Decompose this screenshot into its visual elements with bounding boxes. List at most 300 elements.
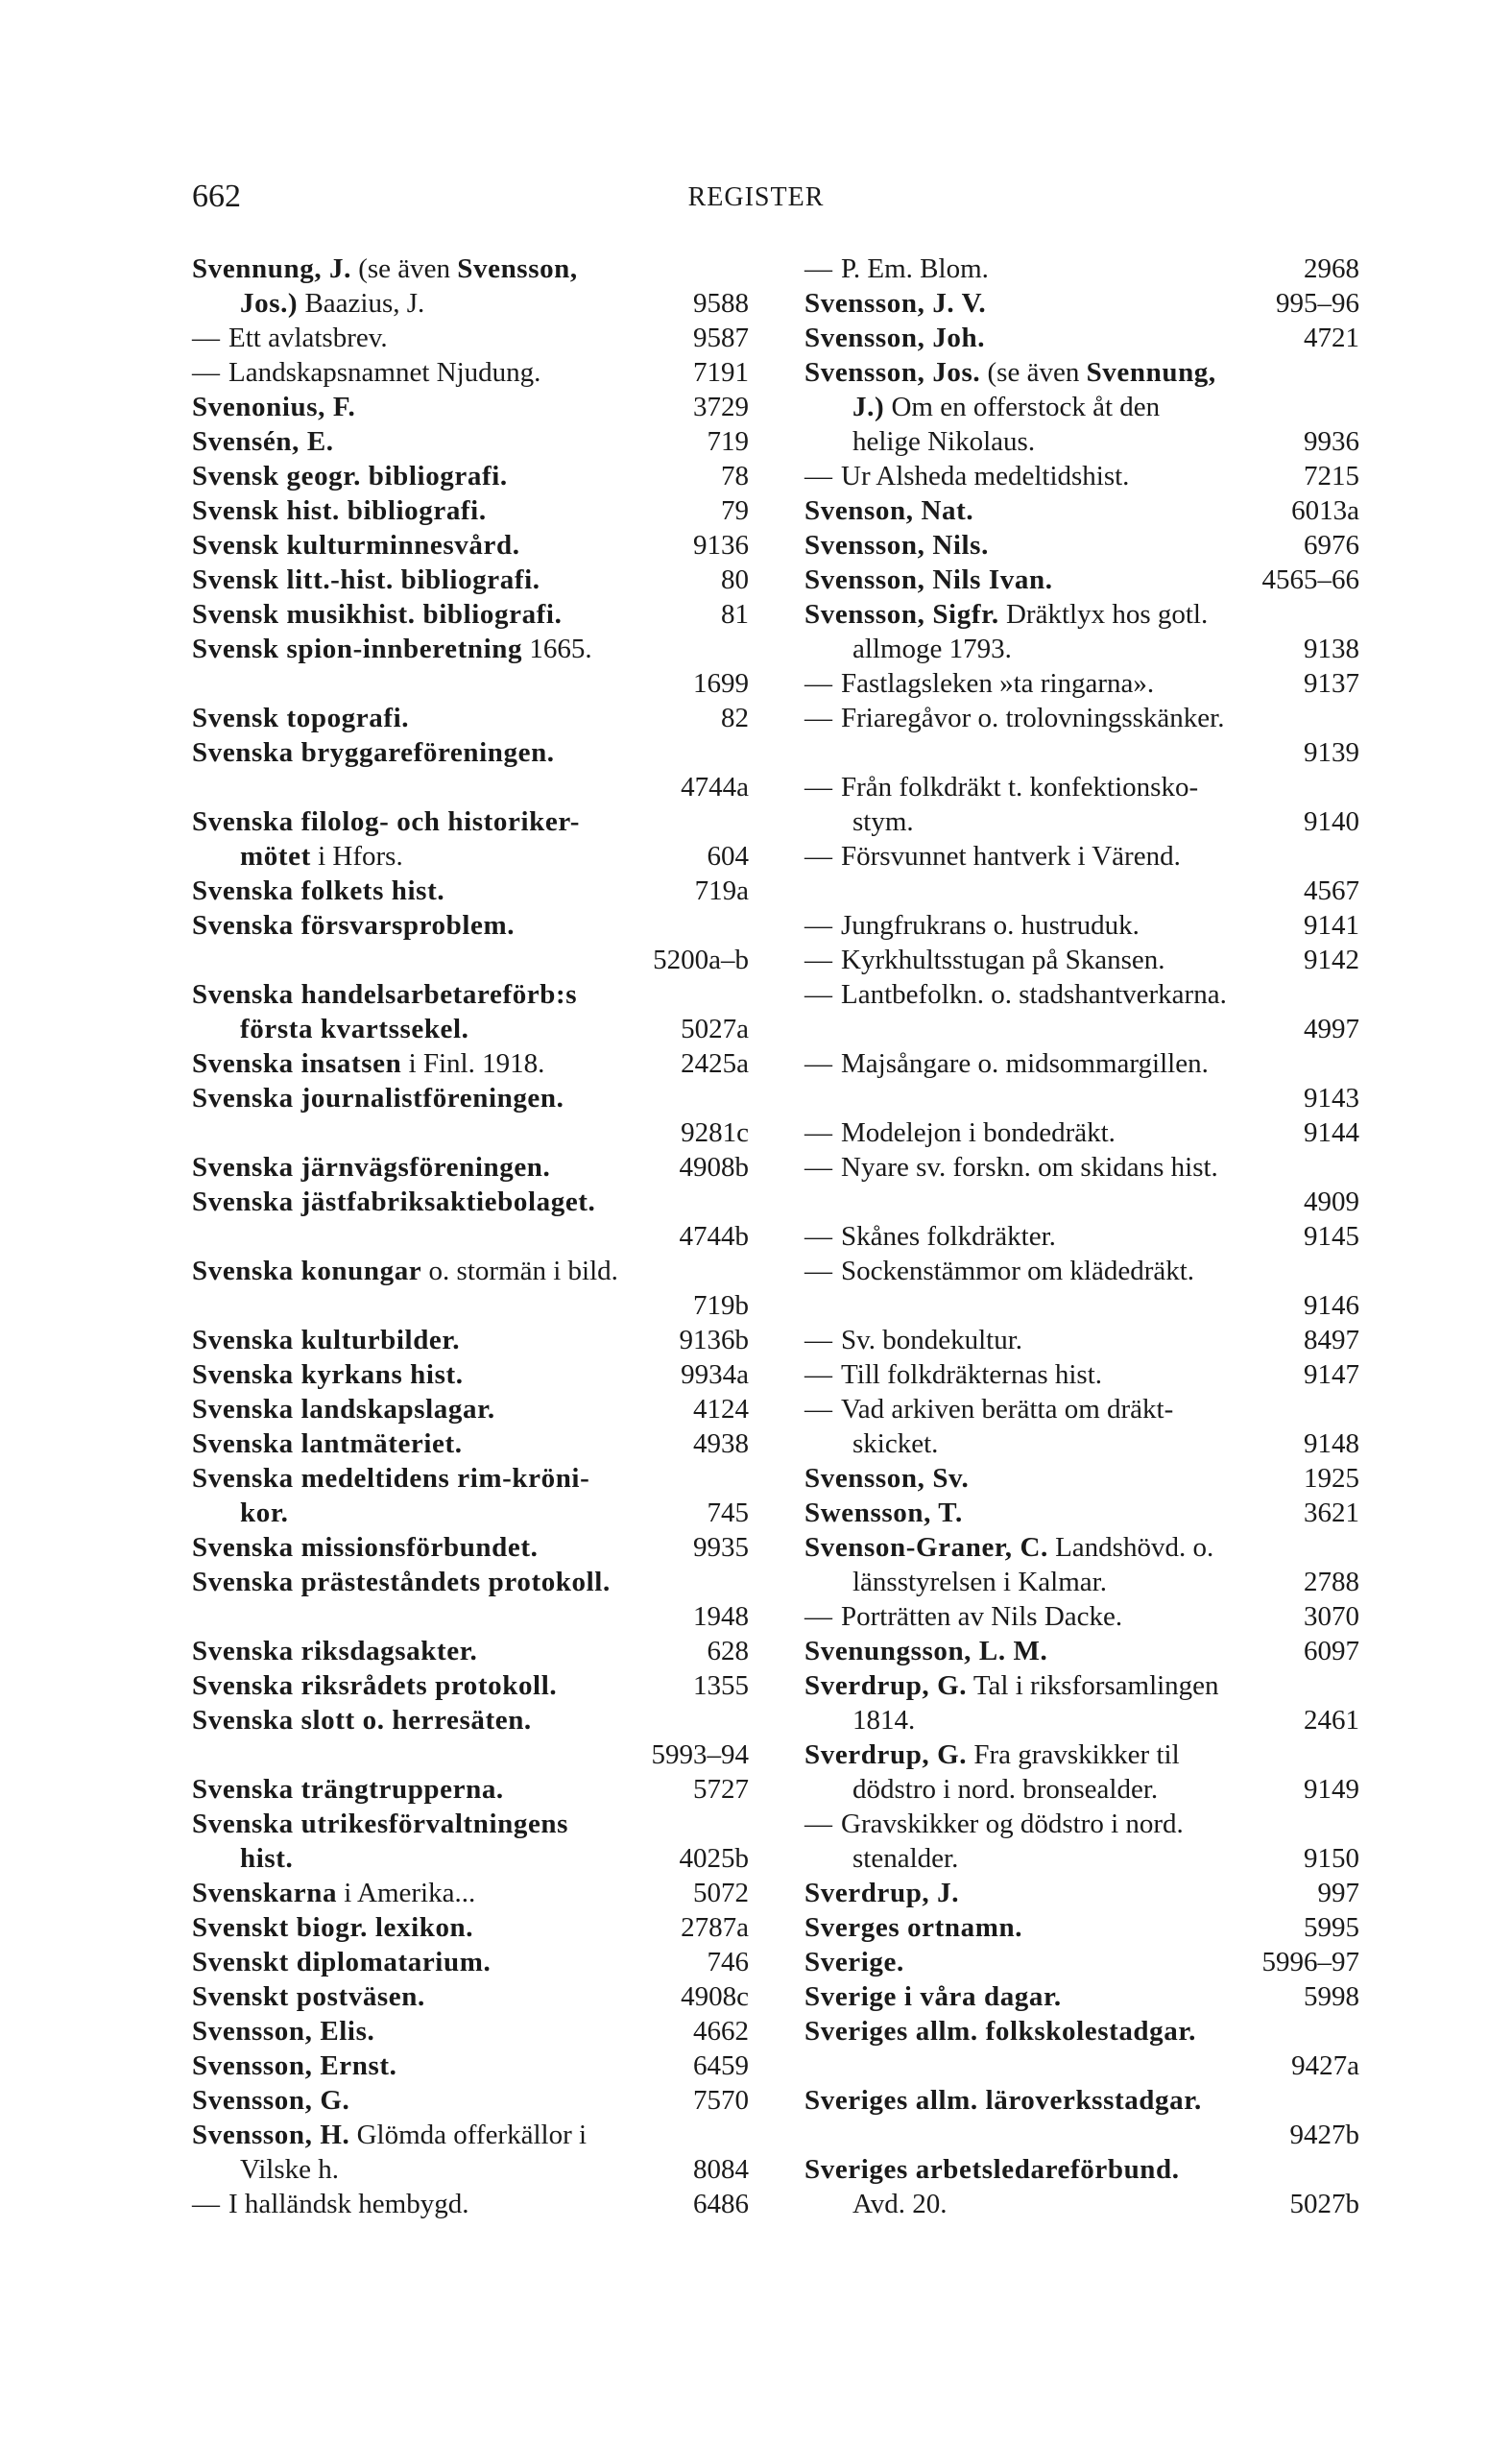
- index-entry: [804, 2187, 1359, 2221]
- index-entry: [804, 804, 1359, 839]
- entry-number: 5027a: [681, 1014, 749, 1044]
- entry-heading: Svenskt postväsen.: [192, 1981, 425, 2012]
- index-entry: [192, 874, 749, 908]
- entry-title: Majsångare o. midsommargillen.: [841, 1048, 1209, 1079]
- entry-text: [192, 493, 487, 528]
- entry-heading: Svenskarna: [192, 1878, 338, 1908]
- index-entry: [192, 943, 749, 977]
- entry-title: Skånes folkdräkter.: [841, 1221, 1056, 1252]
- entry-number: 9588: [693, 288, 749, 319]
- entry-number: 719: [707, 426, 749, 457]
- index-entry: [804, 1876, 1359, 1910]
- entry-text: [804, 1668, 1219, 1703]
- entry-text: [804, 1634, 1047, 1668]
- entry-heading: Svensk topografi.: [192, 703, 410, 733]
- entry-text: [192, 632, 592, 666]
- entry-text: [192, 977, 577, 1012]
- index-entry: [192, 1219, 749, 1254]
- index-entry: [804, 1807, 1359, 1841]
- entry-text: [192, 1081, 564, 1115]
- entry-heading: Svenska riksdagsakter.: [192, 1636, 478, 1666]
- entry-text: [192, 563, 540, 597]
- index-entry: [804, 1288, 1359, 1323]
- index-entry: [804, 1841, 1359, 1876]
- entry-number: 9150: [1304, 1843, 1359, 1874]
- index-entry: [192, 839, 749, 874]
- entry-title: P. Em. Blom.: [841, 253, 989, 284]
- entry-number: 81: [721, 599, 749, 630]
- index-entry: [192, 1565, 749, 1599]
- entry-heading: Svensson, H.: [192, 2120, 350, 2150]
- entry-text: [192, 321, 388, 355]
- entry-title: Avd. 20.: [852, 2189, 948, 2219]
- index-entry: [804, 666, 1359, 701]
- entry-number: 6013a: [1291, 495, 1359, 526]
- index-entry: [804, 424, 1359, 459]
- entry-number: 9139: [1304, 737, 1359, 768]
- entry-text: [192, 1772, 504, 1807]
- entry-heading: Svenska järnvägsföreningen.: [192, 1152, 551, 1183]
- index-entry: [192, 528, 749, 563]
- entry-heading: Svenska konungar: [192, 1256, 422, 1286]
- index-entry: [192, 321, 749, 355]
- index-entry: [192, 977, 749, 1012]
- entry-number: 4567: [1304, 875, 1359, 906]
- entry-number: 4908b: [679, 1152, 749, 1183]
- entry-heading: Svenska kyrkans hist.: [192, 1359, 464, 1390]
- index-entry: [804, 770, 1359, 804]
- entry-heading: Sveriges arbetsledareförbund.: [804, 2154, 1180, 2185]
- index-entry: [804, 1046, 1359, 1081]
- entry-number: 9934a: [681, 1359, 749, 1390]
- entry-title: (se även: [980, 357, 1087, 388]
- ditto-dash: —: [804, 703, 832, 733]
- entry-number: 4744a: [681, 772, 749, 803]
- entry-number: 4565–66: [1261, 564, 1359, 595]
- index-entry: [192, 2118, 749, 2152]
- entry-heading: Sverdrup, G.: [804, 1670, 968, 1701]
- index-entry: [192, 597, 749, 632]
- entry-title: Baazius, J.: [298, 288, 425, 319]
- entry-text: [240, 839, 403, 874]
- entry-title: Kyrkhultsstugan på Skansen.: [841, 945, 1165, 975]
- entry-text: [192, 1530, 538, 1565]
- entry-text: [804, 1530, 1213, 1565]
- index-entry: [804, 1496, 1359, 1530]
- index-entry: [192, 1737, 749, 1772]
- left-column: [192, 252, 749, 2221]
- entry-text: [804, 1219, 1056, 1254]
- index-entry: [192, 390, 749, 424]
- entry-number: 4908c: [681, 1981, 749, 2012]
- entry-title: Fra gravskikker til: [967, 1739, 1180, 1770]
- entry-number: 5072: [693, 1878, 749, 1908]
- entry-number: 9281c: [681, 1117, 749, 1148]
- entry-text: [192, 1254, 618, 1288]
- index-entry: [804, 2049, 1359, 2083]
- index-entry: [192, 632, 749, 666]
- ditto-dash: —: [804, 772, 832, 803]
- entry-number: 604: [707, 841, 749, 872]
- ditto-dash: —: [804, 1117, 832, 1148]
- entry-heading: Svensk kulturminnesvård.: [192, 530, 520, 561]
- right-column: [804, 252, 1359, 2221]
- index-entry: [804, 2014, 1359, 2049]
- entry-title: skicket.: [852, 1428, 939, 1459]
- index-entry: [804, 1565, 1359, 1599]
- entry-title: Glömda offerkällor i: [349, 2120, 588, 2150]
- index-entry: [192, 2083, 749, 2118]
- entry-text: [192, 874, 444, 908]
- entry-number: 1355: [693, 1670, 749, 1701]
- entry-text: [852, 1426, 938, 1461]
- entry-heading: Sverige i våra dagar.: [804, 1981, 1062, 2012]
- index-entry: [192, 1876, 749, 1910]
- entry-text: [804, 1807, 1184, 1841]
- ditto-dash: —: [804, 1325, 832, 1355]
- entry-text: [804, 666, 1154, 701]
- index-entry: [192, 1772, 749, 1807]
- entry-heading: Svensson, Sv.: [804, 1463, 970, 1494]
- entry-number: 4124: [693, 1394, 749, 1425]
- entry-text: [192, 1426, 463, 1461]
- entry-text: [804, 1945, 904, 1979]
- entry-title: dödstro i nord. bronsealder.: [852, 1774, 1159, 1805]
- ditto-dash: —: [804, 461, 832, 491]
- entry-title: Gravskikker og dödstro i nord.: [841, 1809, 1184, 1839]
- index-entry: [192, 1323, 749, 1357]
- entry-heading: Svensk geogr. bibliografi.: [192, 461, 508, 491]
- index-entry: [192, 1634, 749, 1668]
- ditto-dash: —: [804, 1394, 832, 1425]
- entry-text: [192, 735, 555, 770]
- index-entry: [804, 1461, 1359, 1496]
- index-entry: [804, 2152, 1359, 2187]
- entry-text: [852, 2187, 948, 2221]
- entry-number: 8497: [1304, 1325, 1359, 1355]
- index-entry: [804, 252, 1359, 286]
- entry-text: [804, 1392, 1173, 1426]
- entry-text: [192, 1357, 464, 1392]
- entry-number: 9427b: [1289, 2120, 1359, 2150]
- index-entry: [192, 1461, 749, 1496]
- entry-number: 2968: [1304, 253, 1359, 284]
- entry-heading: Svensk spion-innberetning: [192, 634, 523, 664]
- entry-number: 719a: [694, 875, 749, 906]
- entry-heading: Svenska insatsen: [192, 1048, 402, 1079]
- ditto-dash: —: [804, 1221, 832, 1252]
- entry-title: Fastlagsleken »ta ringarna».: [841, 668, 1155, 699]
- entry-title: Försvunnet hantverk i Värend.: [841, 841, 1181, 872]
- entry-number: 745: [707, 1498, 749, 1528]
- entry-text: [804, 1115, 1116, 1150]
- entry-text: [852, 804, 914, 839]
- index-entry: [804, 1979, 1359, 2014]
- entry-text: [192, 1668, 557, 1703]
- entry-heading: Svenska folkets hist.: [192, 875, 445, 906]
- entry-text: [804, 1150, 1218, 1185]
- entry-text: [192, 1150, 550, 1185]
- entry-number: 9136b: [679, 1325, 749, 1355]
- entry-text: [804, 597, 1208, 632]
- index-entry: [192, 1945, 749, 1979]
- entry-title: 1665.: [522, 634, 592, 664]
- index-entry: [804, 1703, 1359, 1737]
- entry-title: i Hfors.: [310, 841, 403, 872]
- entry-number: 4744b: [679, 1221, 749, 1252]
- index-entry: [192, 2014, 749, 2049]
- entry-text: [240, 2152, 339, 2187]
- entry-text: [192, 1565, 611, 1599]
- entry-heading: Svenska filolog- och historiker-: [192, 806, 580, 837]
- entry-text: [192, 528, 520, 563]
- index-entry: [804, 1012, 1359, 1046]
- ditto-dash: —: [804, 668, 832, 699]
- entry-number: 6486: [693, 2189, 749, 2219]
- entry-title: i Finl. 1918.: [401, 1048, 545, 1079]
- entry-text: [852, 1841, 958, 1876]
- entry-title: Landshövd. o.: [1047, 1532, 1214, 1563]
- index-entry: [804, 701, 1359, 735]
- index-entry: [804, 1081, 1359, 1115]
- index-entry: [192, 1979, 749, 2014]
- entry-text: [804, 2083, 1202, 2118]
- entry-heading: Svensson, J. V.: [804, 288, 987, 319]
- ditto-dash: —: [192, 2189, 220, 2219]
- index-entry: [192, 252, 749, 286]
- entry-text: [192, 1910, 473, 1945]
- entry-text: [192, 1392, 495, 1426]
- entry-title: Jungfrukrans o. hustruduk.: [841, 910, 1140, 941]
- entry-number: 9935: [693, 1532, 749, 1563]
- entry-text: [804, 286, 986, 321]
- index-entry: [192, 1841, 749, 1876]
- entry-heading: Svenska medeltidens rim-kröni-: [192, 1463, 590, 1494]
- index-entry: [192, 424, 749, 459]
- index-entry: [804, 321, 1359, 355]
- index-entry: [804, 286, 1359, 321]
- entry-text: [192, 597, 562, 632]
- entry-number: 746: [707, 1947, 749, 1977]
- entry-text: [192, 701, 409, 735]
- entry-number: 4721: [1304, 323, 1359, 353]
- index-entry: [804, 977, 1359, 1012]
- entry-number: 7215: [1304, 461, 1359, 491]
- entry-title: Lantbefolkn. o. stadshantverkarna.: [841, 979, 1227, 1010]
- index-entry: [804, 1115, 1359, 1150]
- entry-text: [192, 2083, 349, 2118]
- entry-text: [192, 1979, 425, 2014]
- entry-number: 5996–97: [1261, 1947, 1359, 1977]
- entry-title: Sv. bondekultur.: [841, 1325, 1023, 1355]
- entry-title: Sockenstämmor om klädedräkt.: [841, 1256, 1195, 1286]
- entry-number: 1948: [693, 1601, 749, 1632]
- entry-number: 9143: [1304, 1083, 1359, 1114]
- index-entry: [192, 1599, 749, 1634]
- index-entry: [192, 1185, 749, 1219]
- entry-text: [192, 1876, 475, 1910]
- entry-number: 2461: [1304, 1705, 1359, 1736]
- entry-text: [192, 908, 515, 943]
- entry-heading: Sverges ortnamn.: [804, 1912, 1023, 1943]
- entry-heading: Jos.): [240, 288, 299, 319]
- entry-title: stenalder.: [852, 1843, 959, 1874]
- index-entry: [192, 804, 749, 839]
- entry-heading: Svenska försvarsproblem.: [192, 910, 516, 941]
- entry-text: [804, 839, 1181, 874]
- entry-title: I halländsk hembygd.: [228, 2189, 469, 2219]
- entry-heading: Svenson-Graner, C.: [804, 1532, 1048, 1563]
- index-entry: [804, 1910, 1359, 1945]
- entry-number: 1925: [1304, 1463, 1359, 1494]
- index-entry: [804, 1185, 1359, 1219]
- entry-heading: Svensson, Joh.: [804, 323, 986, 353]
- entry-heading: Svensson, G.: [192, 2085, 350, 2116]
- index-entry: [192, 2187, 749, 2221]
- entry-text: [804, 908, 1140, 943]
- entry-title: Vad arkiven berätta om dräkt-: [841, 1394, 1174, 1425]
- entry-text: [192, 2014, 374, 2049]
- entry-heading: Svensk musikhist. bibliografi.: [192, 599, 563, 630]
- entry-number: 5727: [693, 1774, 749, 1805]
- entry-number: 9136: [693, 530, 749, 561]
- index-entry: [192, 286, 749, 321]
- entry-number: 8084: [693, 2154, 749, 2185]
- index-entry: [804, 1426, 1359, 1461]
- entry-text: [852, 632, 1012, 666]
- entry-heading: Svenska utrikesförvaltningens: [192, 1809, 569, 1839]
- entry-heading: Svenska bryggareföreningen.: [192, 737, 555, 768]
- index-entry: [192, 735, 749, 770]
- index-entry: [192, 770, 749, 804]
- entry-number: 82: [721, 703, 749, 733]
- ditto-dash: —: [804, 945, 832, 975]
- index-entry: [192, 1703, 749, 1737]
- index-entry: [804, 874, 1359, 908]
- ditto-dash: —: [804, 1809, 832, 1839]
- ditto-dash: —: [192, 357, 220, 388]
- entry-title: (se även: [350, 253, 458, 284]
- entry-number: 4025b: [679, 1843, 749, 1874]
- entry-heading: Svenska prästeståndets protokoll.: [192, 1567, 611, 1597]
- entry-heading: mötet: [240, 841, 311, 872]
- entry-heading: Svenskt biogr. lexikon.: [192, 1912, 474, 1943]
- entry-text: [240, 1841, 293, 1876]
- entry-text: [804, 1737, 1180, 1772]
- index-entry: [192, 1357, 749, 1392]
- running-head: REGISTER: [687, 182, 825, 212]
- entry-text: [852, 1565, 1107, 1599]
- entry-title: Porträtten av Nils Dacke.: [841, 1601, 1123, 1632]
- entry-text: [804, 1496, 963, 1530]
- index-entry: [192, 701, 749, 735]
- entry-text: [192, 355, 540, 390]
- entry-heading: Svenska trängtrupperna.: [192, 1774, 504, 1805]
- entry-title: Nyare sv. forskn. om skidans hist.: [841, 1152, 1218, 1183]
- index-entry: [192, 563, 749, 597]
- entry-number: 4997: [1304, 1014, 1359, 1044]
- entry-text: [804, 528, 989, 563]
- index-entry: [804, 493, 1359, 528]
- index-entry: [804, 1772, 1359, 1807]
- entry-text: [804, 563, 1053, 597]
- entry-text: [240, 1012, 469, 1046]
- entry-text: [852, 1703, 915, 1737]
- entry-number: 5027b: [1289, 2189, 1359, 2219]
- entry-text: [192, 1703, 532, 1737]
- entry-number: 5998: [1304, 1981, 1359, 2012]
- entry-text: [192, 2118, 587, 2152]
- entry-text: [192, 2187, 468, 2221]
- entry-heading: Svenska riksrådets protokoll.: [192, 1670, 558, 1701]
- entry-number: 4662: [693, 2016, 749, 2047]
- entry-text: [192, 2049, 396, 2083]
- entry-number: 719b: [693, 1290, 749, 1321]
- entry-heading: Svenska jästfabriksaktiebolaget.: [192, 1186, 596, 1217]
- index-entry: [804, 390, 1359, 424]
- ditto-dash: —: [804, 841, 832, 872]
- entry-crossref: Svensson,: [457, 253, 578, 284]
- entry-number: 78: [721, 461, 749, 491]
- index-entry: [804, 2118, 1359, 2152]
- entry-text: [804, 321, 985, 355]
- entry-number: 9427a: [1291, 2050, 1359, 2081]
- entry-title: 1814.: [852, 1705, 916, 1736]
- entry-heading: Svenungsson, L. M.: [804, 1636, 1048, 1666]
- entry-text: [804, 1357, 1102, 1392]
- entry-number: 9147: [1304, 1359, 1359, 1390]
- index-entry: [192, 459, 749, 493]
- entry-number: 995–96: [1276, 288, 1359, 319]
- index-entry: [192, 908, 749, 943]
- entry-heading: Sverige.: [804, 1947, 904, 1977]
- entry-number: 9587: [693, 323, 749, 353]
- entry-text: [804, 1461, 969, 1496]
- index-entry: [804, 1254, 1359, 1288]
- entry-text: [192, 1185, 595, 1219]
- index-entry: [804, 355, 1359, 390]
- entry-number: 4909: [1304, 1186, 1359, 1217]
- entry-heading: Svenska handelsarbetareförb:s: [192, 979, 578, 1010]
- entry-number: 9142: [1304, 945, 1359, 975]
- entry-number: 6459: [693, 2050, 749, 2081]
- entry-number: 4938: [693, 1428, 749, 1459]
- entry-title: stym.: [852, 806, 914, 837]
- entry-text: [192, 1461, 589, 1496]
- entry-number: 80: [721, 564, 749, 595]
- entry-number: 7570: [693, 2085, 749, 2116]
- entry-number: 3729: [693, 392, 749, 422]
- entry-title: helige Nikolaus.: [852, 426, 1036, 457]
- index-entry: [804, 1323, 1359, 1357]
- entry-heading: Svenska missionsförbundet.: [192, 1532, 539, 1563]
- entry-number: 5993–94: [651, 1739, 749, 1770]
- entry-text: [852, 1772, 1158, 1807]
- entry-text: [804, 943, 1165, 977]
- ditto-dash: —: [804, 1256, 832, 1286]
- index-entry: [804, 459, 1359, 493]
- index-entry: [192, 1288, 749, 1323]
- index-entry: [804, 2083, 1359, 2118]
- entry-number: 9138: [1304, 634, 1359, 664]
- entry-title: Friaregåvor o. trolovningsskänker.: [841, 703, 1225, 733]
- index-entry: [192, 1668, 749, 1703]
- entry-title: Vilske h.: [240, 2154, 339, 2185]
- index-entry: [804, 1530, 1359, 1565]
- entry-text: [192, 1046, 544, 1081]
- entry-number: 5200a–b: [653, 945, 749, 975]
- index-entry: [192, 1807, 749, 1841]
